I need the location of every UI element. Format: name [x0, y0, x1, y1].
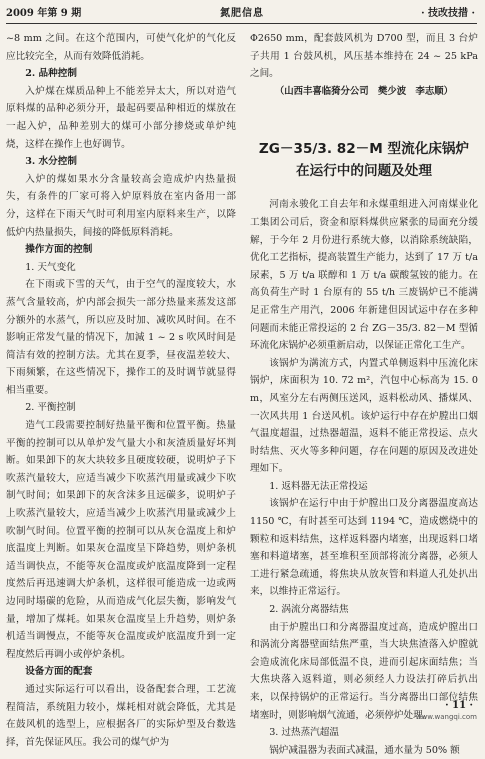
paragraph: 通过实际运行可以看出，设备配套合理，工艺流程简洁，系统阻力较小，煤耗相对就会降低，尤其是在鼓风机的选型上，应根据各厂的实际炉型及台数选择，首先保证风压。我公司的煤气炉为 — [6, 683, 236, 748]
paragraph: 入炉的煤如果水分含量较高会造成炉内热量损失，有条件的厂家可将入炉原料放在室内备用一部分，这样在下雨天气时可利用室内原料来生产，以降低炉内热量损失，间接的降低原料消耗。 — [6, 173, 236, 238]
section-label: · 技改技措 · — [421, 8, 475, 19]
section-heading: 设备方面的配套 — [25, 666, 93, 678]
section-heading: 2. 品种控制 — [25, 68, 77, 80]
section-heading: 3. 过热蒸汽超温 — [269, 727, 339, 739]
header-rule — [6, 23, 477, 24]
paragraph: 造气工段需要控制好热量平衡和位置平衡。热量平衡的控制可以从单炉发气量大小和灰渣质量好坏判断。如果卸下的灰大块较多且硬度较硬，说明炉子下吹蒸汽量较大，应适当减少下吹蒸汽用量或减少下吹制气时间；如果卸下的灰含沫多且远碳多，说明炉子上吹蒸汽量较大，应适当减少上吹蒸汽用量或减少上吹制气时间。位置平衡的控制可以从灰仓温度上和炉底温度上判断。如果灰仓温度呈下降趋势，则炉条机适当调快点，不能等灰仓温度或炉底温度降到一定程度然后再迅速调大炉条机，这样很可能造成一边或两边同时塌碳的危险，从而造成气化层失衡，影响发气量，增加了煤耗。如果灰仓温度呈上升趋势，则炉条机适当调慢点，不能等灰仓温度或炉底温度升到一定程度然后再调小或停炉条机。 — [6, 420, 236, 660]
section-heading: 操作方面的控制 — [25, 244, 93, 256]
article-title-line-2: 在运行中的问题及处理 — [296, 163, 432, 180]
author-line: （山西丰喜临猗分公司 樊少波 李志顺） — [274, 85, 454, 97]
article-title — [250, 138, 478, 182]
page-header — [0, 0, 485, 24]
paragraph: 锅炉减温器为表面式减温，通水量为 50% 额 — [269, 744, 460, 756]
issue-label: 2009 年第 9 期 — [6, 8, 82, 19]
left-column — [6, 30, 236, 751]
paragraph: 由于炉膛出口和分离器温度过高，造成炉膛出口和涡流分离器壁面结焦严重，当大块焦渣落入炉膛就会造成流化床局部低温不良，进而引起床面结焦；当大焦块落入返料道，则必须经人力设法打碎后扒出来，以保持锅炉的正常运行。当分离器出口部位结焦堵塞时，则影响烟气流通，必须停炉处理。 — [250, 621, 478, 721]
journal-name: 氮肥信息 — [220, 8, 264, 19]
right-body — [250, 196, 478, 759]
paragraph: 该锅炉在运行中由于炉膛出口及分离器温度高达 1150 ℃，有时甚至可达到 1194 ℃，造成燃烧中的颗粒和返料结焦，这样返料器内堵塞，出现返料口堵塞和料道堵塞，甚至堆积至顶部将流分离器，必须人工进行紧急疏通，将焦块从放灰管和料道人孔处扒出来，以维持正常运行。 — [250, 498, 478, 598]
right-intro — [250, 30, 478, 83]
section-heading: 3. 水分控制 — [25, 156, 77, 168]
section-heading: 1. 天气变化 — [25, 261, 76, 273]
paragraph: Φ2650 mm，配套鼓风机为 D700 型，而且 3 台炉子共用 1 台鼓风机，风压基本维持在 24 ~ 25 kPa 之间。 — [250, 33, 478, 80]
watermark: www.wangqi.com — [415, 713, 477, 721]
page-number: · 11 · — [445, 700, 473, 711]
paragraph: 河南永骏化工自去年和永煤重组进入河南煤业化工集团公司后，资金和原料煤供应紧张的局面充分缓解，于今年 2 月份进行系统大修，以消除系统缺陷，优化工艺指标，提高装置生产能力，达到了 17 万 t/a 尿素，5 万 t/a 联醇和 1 万 t/a 碳酸氢铵的能力。在高负荷生产时 1 台原有的 55 t/h 三废锅炉已不能满足正常生产用汽，2006 年新建但因试运中存在多种问题而未能正常投运的 2 台 ZG－35/3. 82－M 型循环流化床锅炉必须重新启动，以保证正常化工生产。 — [250, 199, 478, 352]
section-heading: 2. 平衡控制 — [25, 402, 76, 414]
section-heading: 2. 涡流分离器结焦 — [269, 604, 349, 616]
paragraph: 该锅炉为满流方式，内置式单侧返料中压流化床锅炉，床面积为 10. 72 m²，汽包中心标高为 15. 0 m，风室分左右两侧压送风，返料松动风、播煤风、一次风共用 1 台送风机。该炉运行中存在炉膛出口烟气温度超温，过热器超温，返料不能正常投运、点火时结焦、灭火等多种问题，存在问题的原因及改进处理如下。 — [250, 357, 478, 475]
article-title-line-1: ZG－35/3. 82－M 型流化床锅炉 — [258, 141, 470, 158]
paragraph: ~8 mm 之间。在这个范围内，可使气化炉的气化反应比较完全，从而有效降低消耗。 — [6, 33, 236, 62]
paragraph: 入炉煤在煤质品种上不能差异太大，所以对造气原料煤的品种必须分开，最起码要品种相近的煤放在一起入炉，品种差别大的煤可小部分掺烧或单炉纯烧，这样在操作上也好调节。 — [6, 85, 236, 150]
right-column — [250, 30, 478, 759]
section-heading: 1. 返料器无法正常投运 — [269, 480, 368, 492]
paragraph: 在下雨或下雪的天气，由于空气的湿度较大，水蒸气含量较高，炉内部会损失一部分热量来蒸发这部分额外的水蒸气，所以应及时加、减吹风时间。在不影响正常发气量的情况下，加減 1 ~ 2 s 吹风时间是简洁有效的控制方法。尤其在夏季，昼夜温差较大、下雨频繁，在这些情况下，操作工的及时调节就显得相当重要。 — [6, 279, 236, 396]
